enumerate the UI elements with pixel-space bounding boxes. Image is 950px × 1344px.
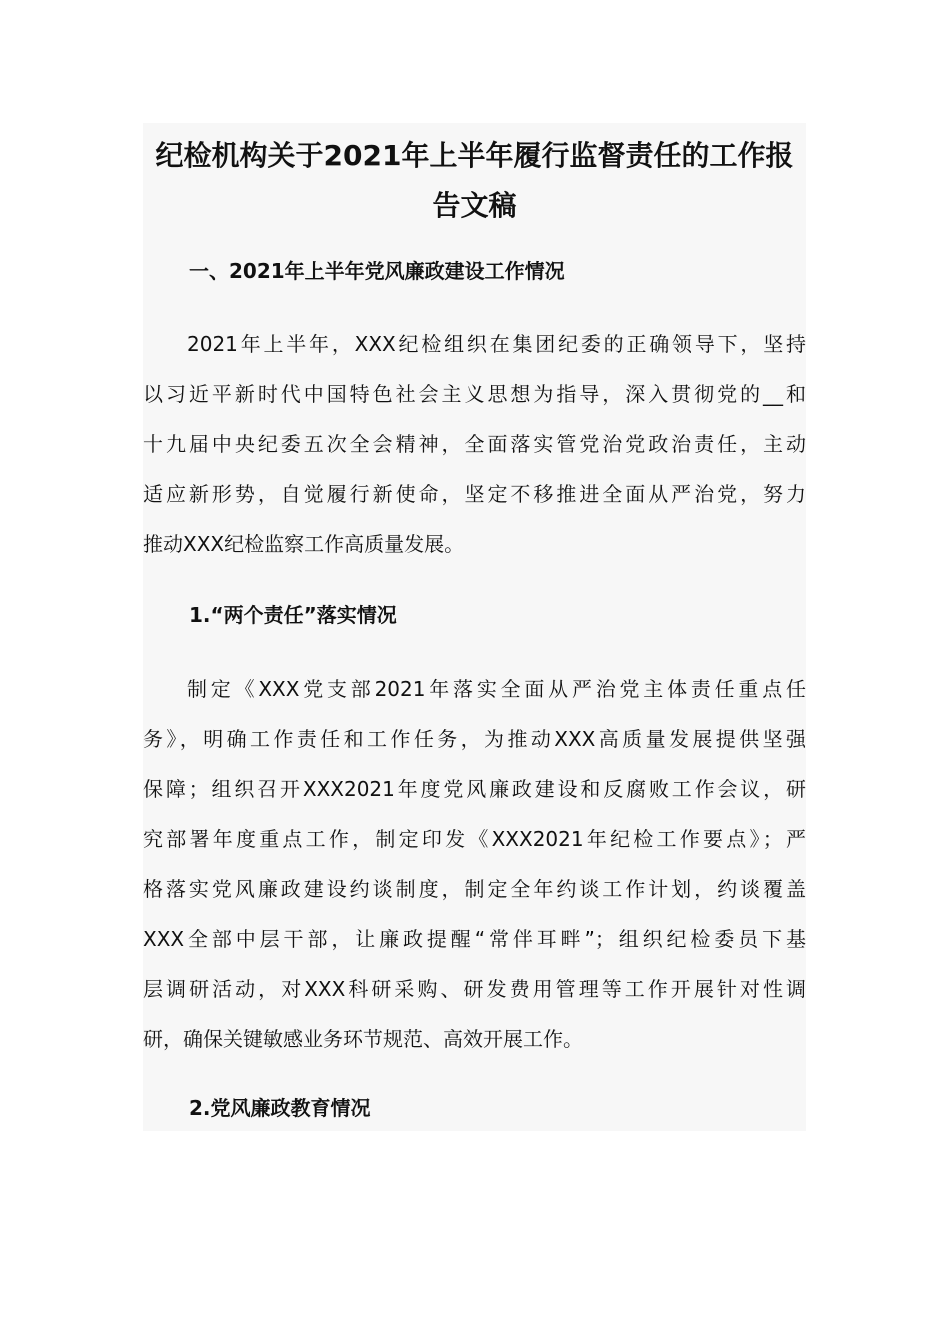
paragraph-line: 以习近平新时代中国特色社会主义思想为指导，深入贯彻党的__和 — [143, 382, 806, 406]
paragraph-line: 适应新形势，自觉履行新使命，坚定不移推进全面从严治党，努力 — [143, 482, 806, 506]
paragraph-line: 层调研活动，对XXX科研采购、研发费用管理等工作开展针对性调 — [143, 977, 806, 1001]
section-heading: 一、2021年上半年党风廉政建设工作情况 — [189, 259, 565, 283]
paragraph-line: XXX全部中层干部，让廉政提醒“常伴耳畔”；组织纪检委员下基 — [143, 927, 806, 951]
paragraph-line: 究部署年度重点工作，制定印发《XXX2021年纪检工作要点》；严 — [143, 827, 806, 851]
paragraph-line: 制定《XXX党支部2021年落实全面从严治党主体责任重点任 — [187, 677, 806, 701]
paragraph-2 — [143, 664, 806, 1064]
document-content — [143, 123, 806, 1131]
paragraph-line: 十九届中央纪委五次全会精神，全面落实管党治党政治责任，主动 — [143, 432, 806, 456]
paragraph-1 — [143, 319, 806, 569]
paragraph-line: 保障；组织召开XXX2021年度党风廉政建设和反腐败工作会议，研 — [143, 777, 806, 801]
paragraph-line: 格落实党风廉政建设约谈制度，制定全年约谈工作计划，约谈覆盖 — [143, 877, 806, 901]
paragraph-line: 推动XXX纪检监察工作高质量发展。 — [143, 532, 465, 556]
subheading-two-responsibilities: 1.“两个责任”落实情况 — [189, 603, 397, 627]
paragraph-line: 务》，明确工作责任和工作任务，为推动XXX高质量发展提供坚强 — [143, 727, 806, 751]
paragraph-line: 2021年上半年，XXX纪检组织在集团纪委的正确领导下，坚持 — [187, 332, 806, 356]
document-title — [143, 131, 806, 231]
title-line: 纪检机构关于2021年上半年履行监督责任的工作报 — [155, 139, 794, 172]
subheading-integrity-education: 2.党风廉政教育情况 — [189, 1096, 371, 1120]
title-line: 告文稿 — [432, 189, 517, 222]
paragraph-line: 研，确保关键敏感业务环节规范、高效开展工作。 — [143, 1027, 583, 1051]
